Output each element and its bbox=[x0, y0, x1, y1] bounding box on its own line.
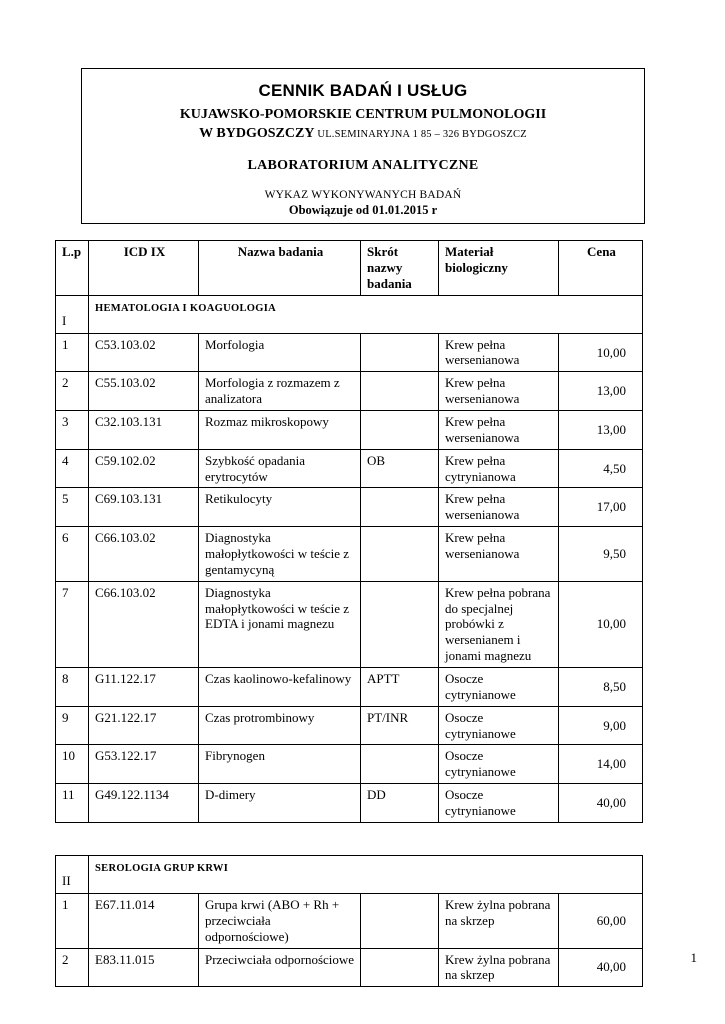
cell-price: 9,50 bbox=[559, 527, 643, 582]
cell-material: Krew pełna wersenianowa bbox=[439, 333, 559, 372]
table-row bbox=[56, 893, 643, 948]
table-row bbox=[56, 449, 643, 488]
cell-material: Osocze cytrynianowe bbox=[439, 668, 559, 707]
cell-price: 40,00 bbox=[559, 948, 643, 987]
section-title: HEMATOLOGIA I KOAGUOLOGIA bbox=[89, 295, 643, 333]
organization-name: KUJAWSKO-POMORSKIE CENTRUM PULMONOLOGII bbox=[179, 107, 547, 122]
document-subtitle: WYKAZ WYKONYWANYCH BADAŃ bbox=[264, 189, 462, 201]
cell-abbr: APTT bbox=[361, 668, 439, 707]
cell-icd: C69.103.131 bbox=[89, 488, 199, 527]
cell-lp: 4 bbox=[56, 449, 89, 488]
cell-lp: 1 bbox=[56, 893, 89, 948]
cell-icd: C55.103.02 bbox=[89, 372, 199, 411]
cell-abbr bbox=[361, 372, 439, 411]
document-page bbox=[55, 68, 642, 987]
cell-icd: C66.103.02 bbox=[89, 527, 199, 582]
cell-name: Retikulocyty bbox=[199, 488, 361, 527]
cell-material: Osocze cytrynianowe bbox=[439, 745, 559, 784]
cell-lp: 2 bbox=[56, 372, 89, 411]
cell-material: Krew żylna pobrana na skrzep bbox=[439, 893, 559, 948]
cell-material: Osocze cytrynianowe bbox=[439, 784, 559, 823]
table-row bbox=[56, 668, 643, 707]
page-number: 1 bbox=[690, 950, 697, 965]
cell-price: 13,00 bbox=[559, 372, 643, 411]
cell-lp: 11 bbox=[56, 784, 89, 823]
cell-price: 4,50 bbox=[559, 449, 643, 488]
cell-material: Krew pełna wersenianowa bbox=[439, 527, 559, 582]
cell-lp: 10 bbox=[56, 745, 89, 784]
section-row-serology bbox=[56, 855, 643, 893]
table-row bbox=[56, 527, 643, 582]
table-row bbox=[56, 411, 643, 450]
cell-material: Krew żylna pobrana na skrzep bbox=[439, 948, 559, 987]
cell-abbr: OB bbox=[361, 449, 439, 488]
cell-icd: C59.102.02 bbox=[89, 449, 199, 488]
cell-name: Grupa krwi (ABO + Rh + przeciwciała odpornościowe) bbox=[199, 893, 361, 948]
cell-icd: C66.103.02 bbox=[89, 581, 199, 667]
column-header-icd: ICD IX bbox=[89, 241, 199, 296]
cell-lp: 3 bbox=[56, 411, 89, 450]
cell-name: Przeciwciała odpornościowe bbox=[199, 948, 361, 987]
cell-material: Krew pełna wersenianowa bbox=[439, 488, 559, 527]
cell-icd: G49.122.1134 bbox=[89, 784, 199, 823]
column-header-lp: L.p bbox=[56, 241, 89, 296]
cell-price: 13,00 bbox=[559, 411, 643, 450]
section-row-hematology bbox=[56, 295, 643, 333]
cell-abbr bbox=[361, 948, 439, 987]
cell-name: Morfologia bbox=[199, 333, 361, 372]
column-header-name: Nazwa badania bbox=[199, 241, 361, 296]
column-header-price: Cena bbox=[559, 241, 643, 296]
cell-icd: G11.122.17 bbox=[89, 668, 199, 707]
cell-icd: E83.11.015 bbox=[89, 948, 199, 987]
table-row bbox=[56, 333, 643, 372]
table-row bbox=[56, 372, 643, 411]
laboratory-title: LABORATORIUM ANALITYCZNE bbox=[247, 158, 479, 173]
column-header-material: Materiał biologiczny bbox=[439, 241, 559, 296]
pricing-table-hematology bbox=[55, 240, 643, 823]
cell-icd: G53.122.17 bbox=[89, 745, 199, 784]
cell-abbr bbox=[361, 333, 439, 372]
cell-name: Szybkość opadania erytrocytów bbox=[199, 449, 361, 488]
cell-name: Czas kaolinowo-kefalinowy bbox=[199, 668, 361, 707]
table-row bbox=[56, 948, 643, 987]
organization-address-line bbox=[96, 126, 630, 142]
cell-lp: 8 bbox=[56, 668, 89, 707]
table-row bbox=[56, 488, 643, 527]
cell-icd: G21.122.17 bbox=[89, 706, 199, 745]
cell-abbr: DD bbox=[361, 784, 439, 823]
cell-name: D-dimery bbox=[199, 784, 361, 823]
cell-price: 40,00 bbox=[559, 784, 643, 823]
document-title: CENNIK BADAŃ I USŁUG bbox=[258, 81, 468, 100]
cell-abbr bbox=[361, 893, 439, 948]
cell-price: 10,00 bbox=[559, 581, 643, 667]
cell-price: 17,00 bbox=[559, 488, 643, 527]
cell-price: 60,00 bbox=[559, 893, 643, 948]
cell-abbr bbox=[361, 488, 439, 527]
section-number: I bbox=[56, 295, 89, 333]
cell-lp: 6 bbox=[56, 527, 89, 582]
cell-lp: 2 bbox=[56, 948, 89, 987]
pricing-table-serology bbox=[55, 855, 643, 987]
table-row bbox=[56, 784, 643, 823]
cell-price: 10,00 bbox=[559, 333, 643, 372]
cell-name: Rozmaz mikroskopowy bbox=[199, 411, 361, 450]
table-row bbox=[56, 581, 643, 667]
cell-material: Krew pełna wersenianowa bbox=[439, 411, 559, 450]
cell-abbr: PT/INR bbox=[361, 706, 439, 745]
cell-icd: C32.103.131 bbox=[89, 411, 199, 450]
cell-name: Fibrynogen bbox=[199, 745, 361, 784]
cell-material: Krew pełna cytrynianowa bbox=[439, 449, 559, 488]
table-row bbox=[56, 706, 643, 745]
organization-city: W BYDGOSZCZY bbox=[199, 126, 314, 141]
section-title: SEROLOGIA GRUP KRWI bbox=[89, 855, 643, 893]
cell-price: 9,00 bbox=[559, 706, 643, 745]
cell-abbr bbox=[361, 581, 439, 667]
cell-material: Krew pełna pobrana do specjalnej probówki z wersenianem i jonami magnezu bbox=[439, 581, 559, 667]
effective-date: Obowiązuje od 01.01.2015 r bbox=[288, 203, 438, 217]
document-header bbox=[81, 68, 645, 224]
table-header-row bbox=[56, 241, 643, 296]
cell-icd: E67.11.014 bbox=[89, 893, 199, 948]
cell-name: Czas protrombinowy bbox=[199, 706, 361, 745]
cell-name: Diagnostyka małopłytkowości w teście z EDTA i jonami magnezu bbox=[199, 581, 361, 667]
column-header-abbr: Skrót nazwy badania bbox=[361, 241, 439, 296]
cell-material: Krew pełna wersenianowa bbox=[439, 372, 559, 411]
organization-street: UL.SEMINARYJNA 1 85 – 326 BYDGOSZCZ bbox=[317, 129, 527, 140]
cell-abbr bbox=[361, 411, 439, 450]
cell-name: Diagnostyka małopłytkowości w teście z gentamycyną bbox=[199, 527, 361, 582]
cell-lp: 1 bbox=[56, 333, 89, 372]
cell-price: 14,00 bbox=[559, 745, 643, 784]
table-row bbox=[56, 745, 643, 784]
cell-name: Morfologia z rozmazem z analizatora bbox=[199, 372, 361, 411]
cell-abbr bbox=[361, 527, 439, 582]
section-number: II bbox=[56, 855, 89, 893]
cell-lp: 5 bbox=[56, 488, 89, 527]
cell-lp: 7 bbox=[56, 581, 89, 667]
cell-abbr bbox=[361, 745, 439, 784]
cell-material: Osocze cytrynianowe bbox=[439, 706, 559, 745]
cell-lp: 9 bbox=[56, 706, 89, 745]
cell-icd: C53.103.02 bbox=[89, 333, 199, 372]
cell-price: 8,50 bbox=[559, 668, 643, 707]
